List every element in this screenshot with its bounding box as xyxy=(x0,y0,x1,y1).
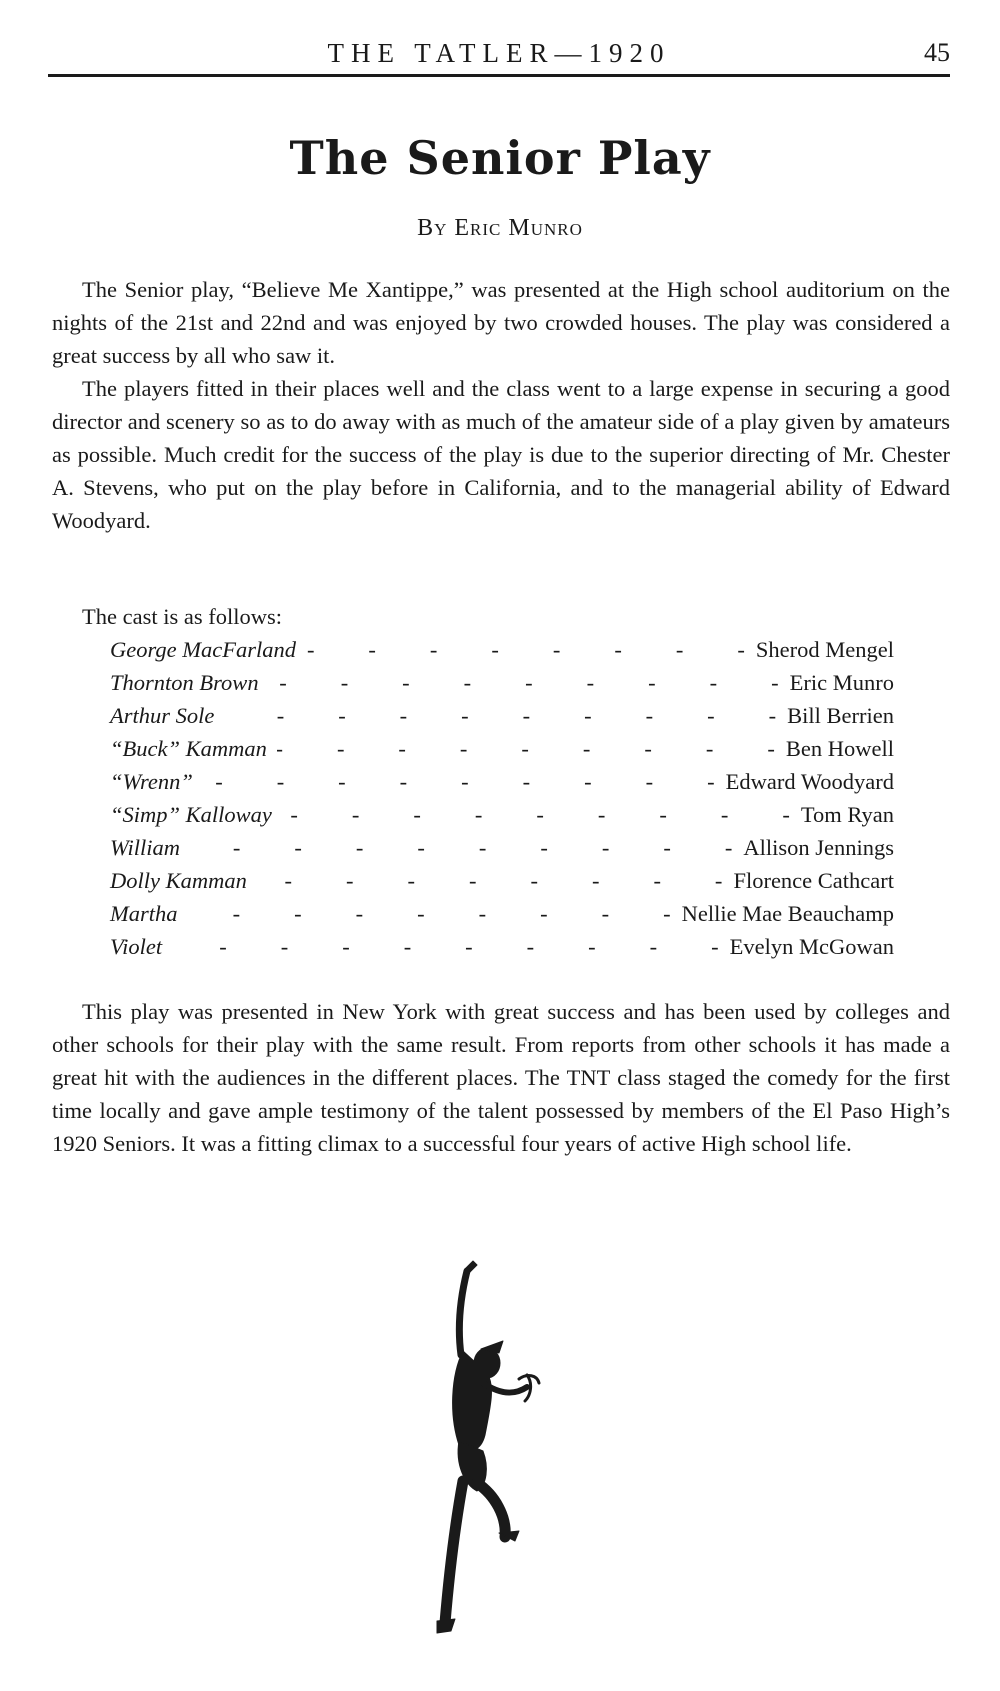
cast-row xyxy=(110,732,894,765)
cast-actor: Tom Ryan xyxy=(800,802,894,827)
cast-row xyxy=(110,831,894,864)
dot-leader xyxy=(282,798,791,831)
running-title: THE TATLER—1920 xyxy=(327,38,671,68)
dot-leader xyxy=(277,732,776,765)
paragraph-2: The players fitted in their places well and the class went to a large expense in securing a good director and scenery so as to do away with as much of the amateur side of a play given by amateurs as possible. Much credit for the success of the play is due to the superior directing of Mr. Chester A. Stevens, who put on the play before in California, and to the managerial ability of Edward Woodyard. xyxy=(52,376,950,533)
cast-row xyxy=(110,897,894,930)
dot-leader xyxy=(306,633,746,666)
cast-actor: Evelyn McGowan xyxy=(729,934,894,959)
cast-intro: The cast is as follows: xyxy=(82,604,282,629)
cast-actor: Sherod Mengel xyxy=(755,637,894,662)
cast-row xyxy=(110,633,894,666)
dot-leader xyxy=(224,699,777,732)
dot-leader xyxy=(269,666,780,699)
cast-role: Violet xyxy=(110,934,163,959)
cast-role: George MacFarland xyxy=(110,637,296,662)
article-title: The Senior Play xyxy=(289,131,711,185)
dot-leader xyxy=(203,765,716,798)
dot-leader xyxy=(172,930,720,963)
cast-role: “Simp” Kalloway xyxy=(110,802,272,827)
cast-actor: Nellie Mae Beauchamp xyxy=(681,901,894,926)
cast-row xyxy=(110,864,894,897)
cast-role: Arthur Sole xyxy=(110,703,215,728)
cast-role: “Buck” Kamman xyxy=(110,736,267,761)
cast-role: William xyxy=(110,835,181,860)
cast-row xyxy=(110,765,894,798)
cast-actor: Eric Munro xyxy=(789,670,894,695)
paragraph-1: The Senior play, “Believe Me Xantippe,” was presented at the High school auditorium on the nights of the 21st and 22nd and was enjoyed by two crowded houses. The play was considered a great success by all who saw it. xyxy=(52,277,950,368)
cast-actor: Bill Berrien xyxy=(787,703,894,728)
cast-row xyxy=(110,930,894,963)
cast-role: “Wrenn” xyxy=(110,769,193,794)
paragraph-3: This play was presented in New York with great success and has been used by colleges and other schools for their play with the same result. From reports from other schools it has made a great hit with the audiences in the different places. The TNT class staged the comedy for the first time locally and gave ample testimony of the talent possessed by members of the El Paso High’s 1920 Seniors. It was a fitting climax to a successful four years of active High school life. xyxy=(52,999,950,1156)
page-number: 45 xyxy=(924,38,950,67)
dot-leader xyxy=(257,864,724,897)
header-rule xyxy=(48,74,950,77)
cast-role: Dolly Kamman xyxy=(110,868,247,893)
cast-row xyxy=(110,798,894,831)
dot-leader xyxy=(188,897,672,930)
running-head xyxy=(48,36,950,76)
cast-row xyxy=(110,699,894,732)
cast-actor: Ben Howell xyxy=(785,736,894,761)
cast-actor: Florence Cathcart xyxy=(733,868,894,893)
cast-actor: Allison Jennings xyxy=(743,835,894,860)
cast-role: Thornton Brown xyxy=(110,670,259,695)
mercury-figure-icon xyxy=(415,1255,595,1655)
cast-role: Martha xyxy=(110,901,178,926)
byline: By Eric Munro xyxy=(417,215,583,241)
cast-row xyxy=(110,666,894,699)
cast-actor: Edward Woodyard xyxy=(725,769,894,794)
cast-list xyxy=(110,633,894,963)
dot-leader xyxy=(190,831,733,864)
